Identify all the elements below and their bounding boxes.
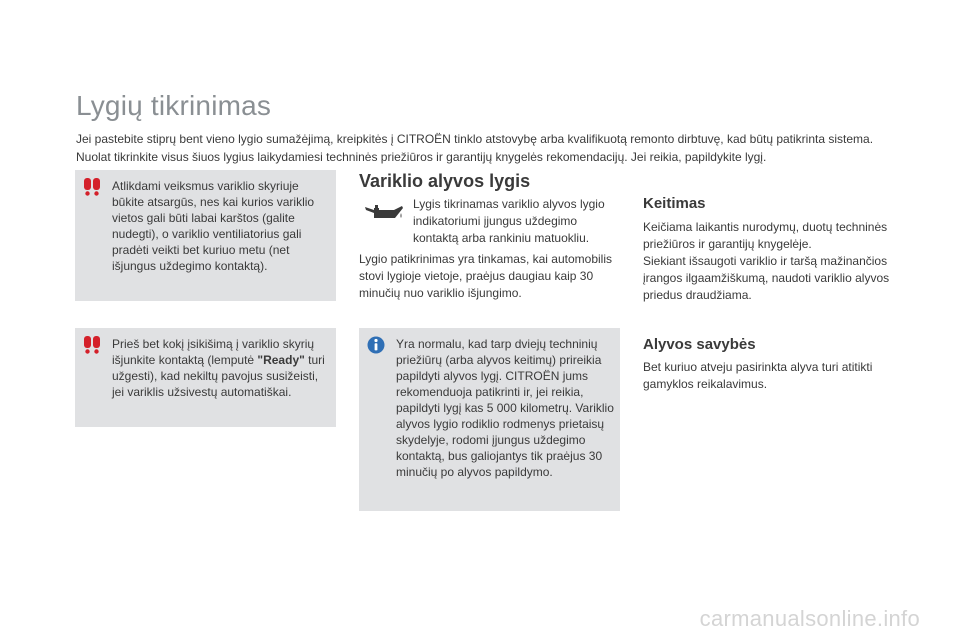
keitimas-text-2: Siekiant išsaugoti variklio ir taršą mažinančios įrangos ilgaamžiškumą, naudoti variklio alyvos priedus draudžiama. xyxy=(643,254,890,302)
ready-label: "Ready" xyxy=(257,353,305,367)
warning-text-ready-lamp xyxy=(112,336,330,400)
info-icon xyxy=(367,336,385,354)
intro-line-2: Nuolat tikrinkite visus šiuos lygius laikydamiesi techninės priežiūros ir garantijų knygelės rekomendacijų. Jei reikia, papildykite lygį. xyxy=(76,150,767,164)
oil-check-text: Lygio patikrinimas yra tinkamas, kai automobilis stovi lygioje vietoje, praėjus daugiau kaip 30 minučių nuo variklio išjungimo. xyxy=(359,252,612,300)
warning-exclamation-icon xyxy=(83,336,101,354)
savybes-text: Bet kuriuo atveju pasirinkta alyva turi atitikti gamyklos reikalavimus. xyxy=(643,360,873,391)
section-title-oil-level: Variklio alyvos lygis xyxy=(359,171,531,191)
section-title-alyvos-savybes: Alyvos savybės xyxy=(643,336,756,353)
warning-text-before: Prieš bet kokį įsikišimą į variklio skyrių išjunkite kontaktą (lemputė xyxy=(112,337,315,367)
section-title-keitimas: Keitimas xyxy=(643,195,706,212)
warning-text-engine-heat: Atlikdami veiksmus variklio skyriuje būkite atsargūs, nes kai kurios variklio vietos gali būti labai karštos (galite nudegti), o variklio ventiliatorius gali pradėti veikti bet kuriuo metu (net išjungus uždegimo kontaktą). xyxy=(112,179,315,273)
info-box-oil-top-up xyxy=(359,328,620,511)
warning-text-after: turi užgesti), kad nekiltų pavojus susižeisti, jei variklis užsivestų automatiškai. xyxy=(112,353,325,399)
watermark: carmanualsonline.info xyxy=(699,606,920,631)
warning-box-engine-heat xyxy=(75,170,336,301)
page-title: Lygių tikrinimas xyxy=(76,90,272,121)
oil-indicator-text: Lygis tikrinamas variklio alyvos lygio indikatoriumi įjungus uždegimo kontaktą arba rankiniu matuokliu. xyxy=(413,197,605,245)
keitimas-text xyxy=(643,219,913,304)
intro-line-1: Jei pastebite stiprų bent vieno lygio sumažėjimą, kreipkitės į CITROËN tinklo atstovybę arba kvalifikuotą remonto dirbtuvę, kad būtų patikrinta sistema. xyxy=(76,132,874,146)
oil-can-icon xyxy=(362,200,404,224)
info-text-oil-top-up: Yra normalu, kad tarp dviejų techninių priežiūrų (arba alyvos keitimų) prireikia papildyti alyvos lygį. CITROËN jums rekomenduoja patikrinti ir, jei reikia, papildyti lygį kas 5 000 kilometrų. Variklio alyvos lygio rodiklio rodmenys prietaisų skydelyje, rodomi įjungus uždegimo kontaktą, bus galiojantys tik praėjus 30 minučių po alyvos papildymo. xyxy=(396,337,614,479)
warning-exclamation-icon xyxy=(83,178,101,196)
intro-paragraph xyxy=(76,130,916,166)
keitimas-text-1: Keičiama laikantis nurodymų, duotų techninės priežiūros ir garantijų knygelėje. xyxy=(643,220,888,251)
warning-box-ready-lamp xyxy=(75,328,336,427)
